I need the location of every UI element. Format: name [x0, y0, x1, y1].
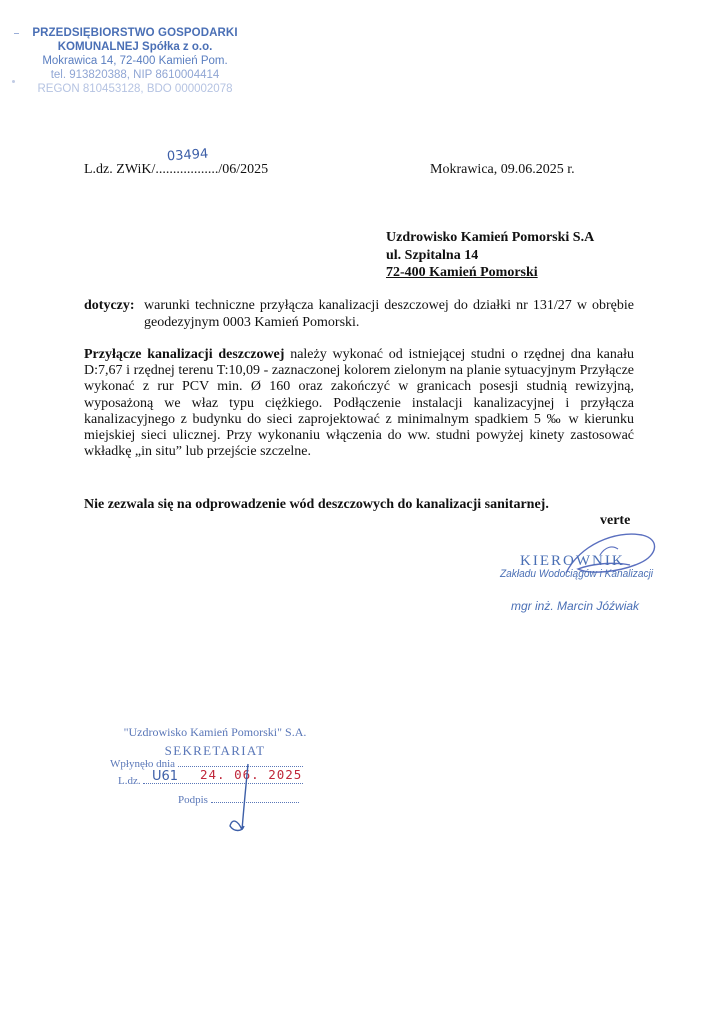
company-stamp-line: tel. 913820388, NIP 8610004414: [50, 69, 220, 81]
handwritten-reference-number: 03494: [166, 146, 209, 165]
addressee-block: [386, 229, 594, 282]
company-stamp-line: REGON 810453128, BDO 000002078: [37, 83, 233, 95]
handwritten-ldz: U61: [152, 769, 179, 784]
signature-title: KIEROWNIK: [520, 553, 625, 569]
body-paragraph: [84, 347, 634, 460]
signature-name: mgr inż. Marcin Jóźwiak: [511, 599, 640, 613]
addressee-name: Uzdrowisko Kamień Pomorski S.A: [386, 230, 595, 245]
secretariat-title: SEKRETARIAT: [164, 743, 266, 758]
reference-number: [84, 146, 269, 178]
company-stamp-line: KOMUNALNEJ Spółka z o.o.: [57, 41, 213, 53]
stamp-mark: [14, 33, 19, 34]
company-stamp-line: Mokrawica 14, 72-400 Kamień Pom.: [42, 55, 228, 67]
body-bold-lead: Przyłącze kanalizacji deszczowej: [84, 347, 285, 362]
reference-prefix: L.dz. ZWiK/: [84, 162, 156, 177]
company-stamp-line: PRZEDSIĘBIORSTWO GOSPODARKI: [32, 27, 238, 39]
subject-label: dotyczy:: [84, 298, 135, 313]
ldz-label: L.dz.: [118, 775, 141, 787]
verte-label: verte: [600, 513, 631, 528]
received-date: 24. 06. 2025: [200, 767, 303, 782]
addressee-city: 72-400 Kamień Pomorski: [386, 265, 538, 280]
signature-label: Podpis: [178, 794, 208, 806]
handwritten-initial: [220, 760, 260, 840]
subject-text: warunki techniczne przyłącza kanalizacji deszczowej do działki nr 131/27 w obrębie geodezyjnym 0003 Kamień Pomorski.: [144, 298, 634, 330]
secretariat-stamp: [110, 725, 320, 806]
company-stamp: [30, 26, 240, 96]
addressee-street: ul. Szpitalna 14: [386, 247, 479, 263]
secretariat-org: "Uzdrowisko Kamień Pomorski" S.A.: [123, 725, 307, 739]
reference-dots: ..................: [155, 162, 219, 177]
place-and-date: Mokrawica, 09.06.2025 r.: [430, 162, 575, 177]
subject-block: [84, 297, 634, 330]
received-label: Wpłynęło dnia: [110, 758, 176, 770]
stamp-mark: [12, 80, 15, 83]
body-text: należy wykonać od istniejącej studni o rzędnej dna kanału D:7,67 i rzędnej terenu T:10,09 - zaznaczonej kolorem zielonym na planie sytuacyjnym Przyłącze wykonać z rur PCV min. Ø 160 oraz zakończyć w granicach posesji studnią rewizyjną, wyposażoną we właz typu ciężkiego. Podłączenie instalacji kanalizacyjnej i przyłącza kanalizacyjnego z budynku do sieci zaprojektować z minimalnym spadkiem 5 ‰ w kierunku miejskiej sieci ulicznej. Przy wykonaniu włączenia do ww. studni powyżej kinety zastosować wkładkę „in situ” lub przejście szczelne.: [84, 347, 634, 460]
reference-suffix: /06/2025: [218, 162, 269, 177]
notice-line: Nie zezwala się na odprowadzenie wód deszczowych do kanalizacji sanitarnej.: [84, 497, 549, 512]
signature-department: Zakładu Wodociągów i Kanalizacji: [500, 568, 654, 580]
